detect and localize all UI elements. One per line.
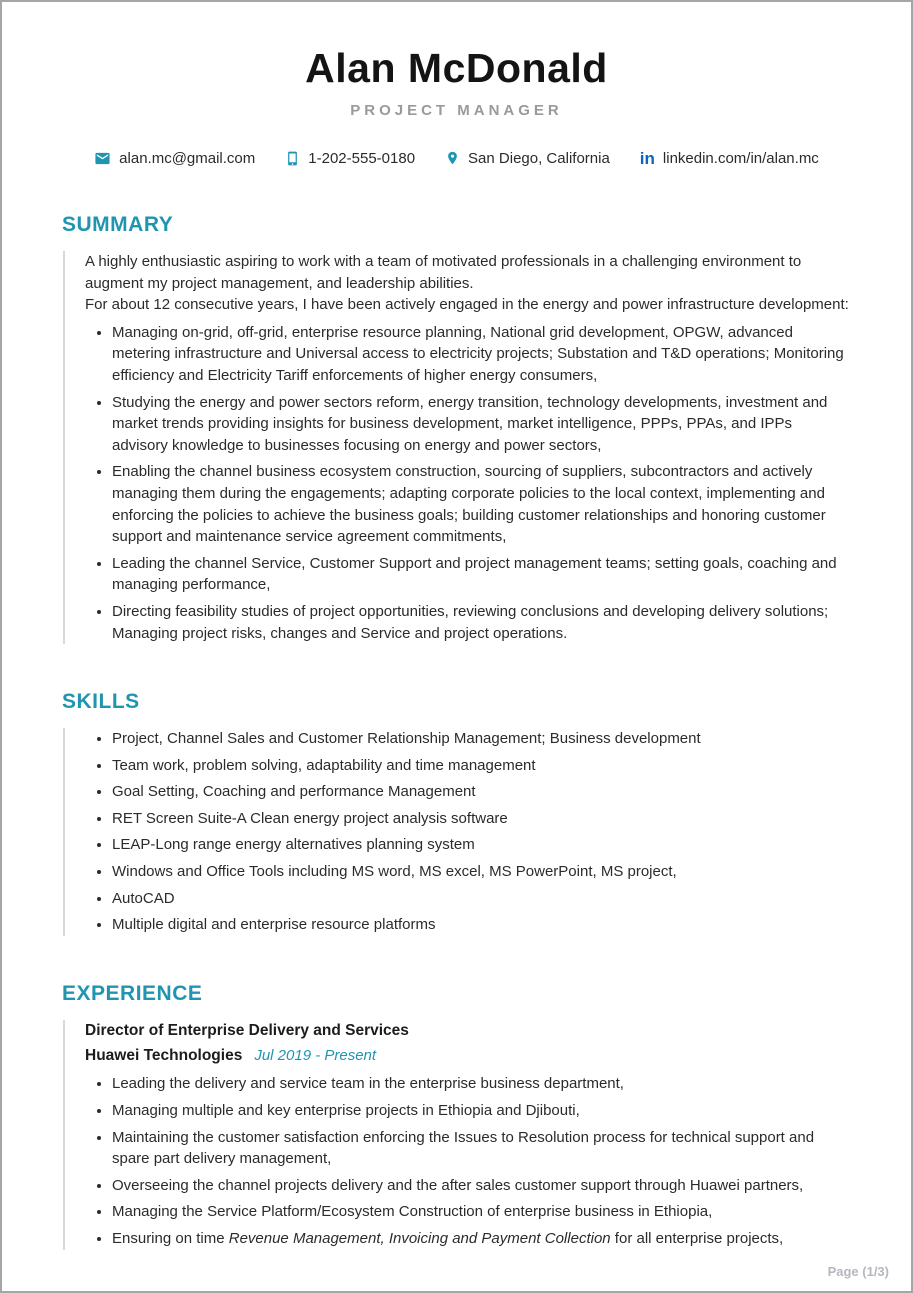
page-number: Page (1/3) — [827, 1264, 889, 1279]
skill-item: • RET Screen Suite-A Clean energy project analysis software — [112, 808, 851, 830]
candidate-name: Alan McDonald — [305, 45, 608, 91]
summary-bullet: • Managing on-grid, off-grid, enterprise resource planning, National grid development, OPGW, advanced metering infrastructure and Universal access to electricity projects; Substation and T&D operations; Monitoring efficiency and Electricity Tariff enforcements of higher energy consumers, — [112, 322, 851, 387]
contact-linkedin — [640, 150, 819, 167]
experience-body — [63, 1020, 851, 1250]
summary-bullet: • Directing feasibility studies of project opportunities, reviewing conclusions and developing delivery solutions; Managing project risks, changes and Service and project operations. — [112, 601, 851, 644]
contact-email-text: alan.mc@gmail.com — [119, 149, 256, 167]
summary-bullet-list — [85, 322, 851, 644]
experience-bullet: • Managing multiple and key enterprise projects in Ethiopia and Djibouti, — [112, 1100, 851, 1122]
summary-bullet: • Studying the energy and power sectors reform, energy transition, technology developments, investment and market trends providing insights for business development, market intelligence, PPPs, PPAs, and IPPs advisory knowledge to businesses focusing on energy and power sectors, — [112, 392, 851, 457]
summary-heading: SUMMARY — [62, 213, 174, 236]
skill-item: • Multiple digital and enterprise resource platforms — [112, 914, 851, 936]
contact-linkedin-text: linkedin.com/in/alan.mc — [662, 149, 819, 167]
experience-bullet-italic: Revenue Management, Invoicing and Payment Collection — [228, 1230, 611, 1248]
contact-location — [445, 149, 610, 167]
skill-item: • Goal Setting, Coaching and performance Management — [112, 781, 851, 803]
skill-item: • LEAP-Long range energy alternatives planning system — [112, 834, 851, 856]
summary-body — [63, 251, 851, 644]
linkedin-icon: in — [639, 148, 655, 168]
experience-section — [62, 982, 851, 1250]
location-pin-icon — [445, 149, 460, 167]
experience-bullet-list — [85, 1073, 851, 1249]
job-title: Director of Enterprise Delivery and Services — [85, 1021, 409, 1039]
skill-item: • Windows and Office Tools including MS word, MS excel, MS PowerPoint, MS project, — [112, 861, 851, 883]
contact-email — [94, 150, 255, 167]
contact-phone — [285, 150, 415, 167]
resume-header — [62, 45, 851, 168]
job-meta — [85, 1045, 851, 1067]
skill-item: • Project, Channel Sales and Customer Relationship Management; Business development — [112, 728, 851, 750]
experience-bullet — [112, 1228, 851, 1250]
summary-section — [62, 213, 851, 644]
candidate-title: PROJECT MANAGER — [350, 102, 563, 119]
skills-section — [62, 690, 851, 936]
phone-icon — [285, 150, 300, 167]
skills-heading: SKILLS — [62, 690, 140, 714]
summary-intro-2: For about 12 consecutive years, I have been actively engaged in the energy and power infrastructure development: — [85, 296, 849, 314]
skills-list — [85, 728, 851, 936]
summary-intro-1: A highly enthusiastic aspiring to work with a team of motivated professionals in a challenging environment to augment my project management, and leadership abilities. — [85, 253, 802, 292]
email-icon — [94, 150, 111, 167]
experience-bullet: • Maintaining the customer satisfaction enforcing the Issues to Resolution process for technical support and spare part delivery management, — [112, 1127, 851, 1170]
experience-bullet: • Leading the delivery and service team in the enterprise business department, — [112, 1073, 851, 1095]
skills-body — [63, 728, 851, 936]
summary-bullet: • Enabling the channel business ecosystem construction, sourcing of suppliers, subcontractors and actively managing them during the engagements; adapting corporate policies to the local context, implementing and enforcing the policies to achieve the business goals; building customer relationships and honoring customer support and maintenance service agreement commitments, — [112, 461, 851, 547]
experience-bullet-prefix: Ensuring on time — [112, 1230, 229, 1248]
summary-bullet: • Leading the channel Service, Customer Support and project management teams; setting goals, coaching and managing performance, — [112, 553, 851, 596]
experience-bullet-suffix: for all enterprise projects, — [610, 1230, 784, 1248]
contact-phone-text: 1-202-555-0180 — [308, 149, 416, 167]
contact-row — [62, 149, 851, 167]
contact-location-text: San Diego, California — [468, 149, 610, 167]
experience-bullet: • Managing the Service Platform/Ecosystem Construction of enterprise business in Ethiopia, — [112, 1201, 851, 1223]
job-dates: Jul 2019 - Present — [254, 1047, 377, 1065]
skill-item: • Team work, problem solving, adaptability and time management — [112, 755, 851, 777]
experience-bullet: • Overseeing the channel projects delivery and the after sales customer support through Huawei partners, — [112, 1175, 851, 1197]
skill-item: • AutoCAD — [112, 888, 851, 910]
experience-heading: EXPERIENCE — [62, 981, 203, 1005]
job-company: Huawei Technologies — [85, 1047, 243, 1065]
